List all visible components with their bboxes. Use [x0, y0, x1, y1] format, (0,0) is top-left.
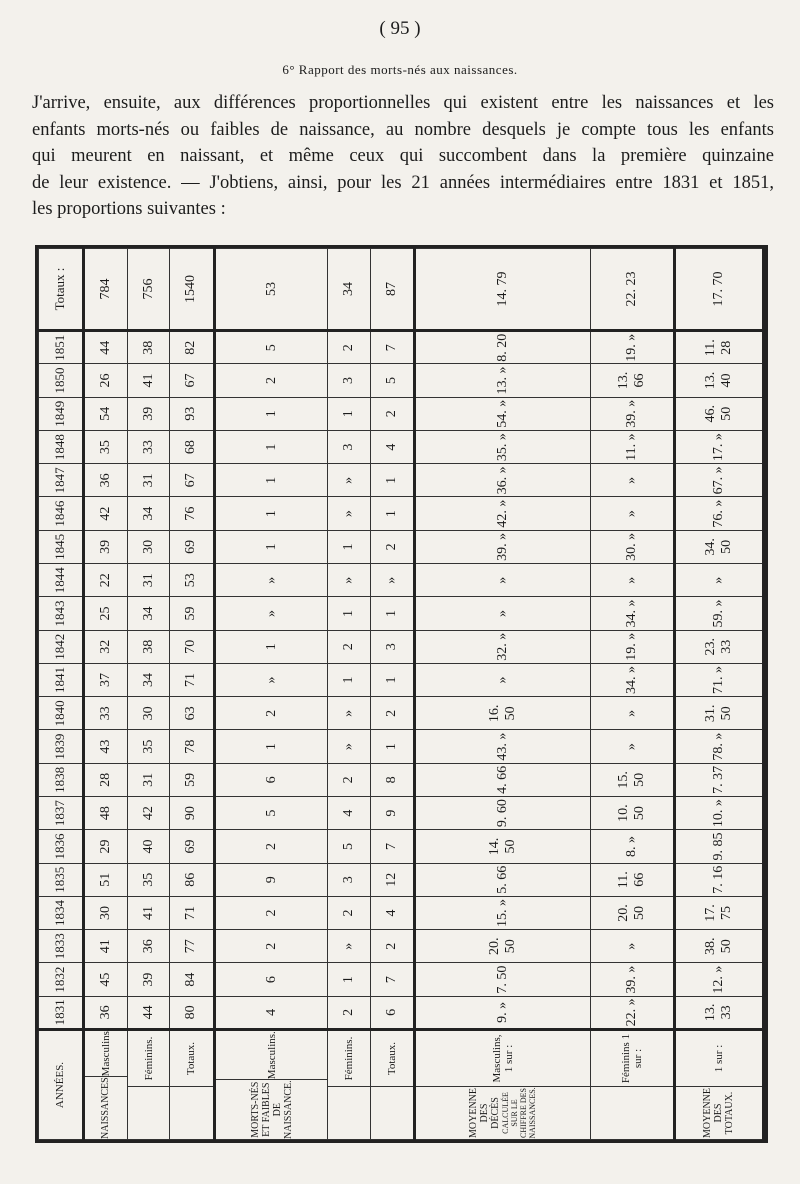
- year-cell: 1831: [39, 996, 84, 1029]
- data-cell: 78. »: [674, 730, 763, 763]
- data-cell: 39: [83, 530, 128, 563]
- column-header: [214, 1030, 328, 1140]
- data-cell: 1: [214, 397, 328, 430]
- data-cell: 93: [170, 397, 215, 430]
- data-cell: »: [328, 564, 370, 597]
- data-cell: 1: [370, 663, 415, 696]
- column-header: [83, 1030, 128, 1140]
- data-cell: 59: [170, 597, 215, 630]
- data-cell: 22. »: [590, 996, 674, 1029]
- sub-header: Masculins, 1 sur :: [490, 1034, 515, 1083]
- data-cell: 2: [370, 397, 415, 430]
- total-cell: 53: [214, 249, 328, 331]
- data-cell: 42: [128, 797, 170, 830]
- year-cell: 1835: [39, 863, 84, 896]
- data-cell: 1: [214, 497, 328, 530]
- data-cell: 42: [83, 497, 128, 530]
- data-cell: 30. »: [590, 530, 674, 563]
- data-cell: 67: [170, 464, 215, 497]
- total-cell: 17. 70: [674, 249, 763, 331]
- group-header-continuation: [591, 1086, 673, 1139]
- data-cell: 12. »: [674, 963, 763, 996]
- data-cell: 12: [370, 863, 415, 896]
- data-cell: 38: [128, 331, 170, 364]
- data-cell: 37: [83, 663, 128, 696]
- total-cell: 87: [370, 249, 415, 331]
- data-cell: 35: [83, 430, 128, 463]
- data-cell: 13. 66: [590, 364, 674, 397]
- data-cell: 11. 66: [590, 863, 674, 896]
- year-cell: 1851: [39, 331, 84, 364]
- year-cell: 1847: [39, 464, 84, 497]
- table-row: [170, 249, 215, 1140]
- data-cell: 71. »: [674, 663, 763, 696]
- data-cell: 26: [83, 364, 128, 397]
- data-cell: 1: [328, 597, 370, 630]
- data-cell: 6: [370, 996, 415, 1029]
- data-cell: 9. 60: [415, 797, 591, 830]
- data-cell: »: [415, 564, 591, 597]
- table-row: [415, 249, 591, 1140]
- year-cell: 1838: [39, 763, 84, 796]
- data-cell: 71: [170, 663, 215, 696]
- total-cell: 22. 23: [590, 249, 674, 331]
- data-cell: 7. 50: [415, 963, 591, 996]
- data-cell: 1: [370, 464, 415, 497]
- year-cell: 1836: [39, 830, 84, 863]
- column-header: [328, 1030, 370, 1140]
- data-cell: 53: [170, 564, 215, 597]
- data-cell: 2: [328, 763, 370, 796]
- group-header-continuation: [328, 1086, 369, 1139]
- sub-header: Féminins.: [343, 1036, 355, 1081]
- data-cell: 41: [83, 930, 128, 963]
- data-cell: 84: [170, 963, 215, 996]
- data-cell: 34: [128, 497, 170, 530]
- data-cell: 5. 66: [415, 863, 591, 896]
- year-cell: 1834: [39, 896, 84, 929]
- data-cell: 1: [214, 630, 328, 663]
- data-cell: 2: [328, 331, 370, 364]
- data-cell: 44: [83, 331, 128, 364]
- data-cell: 7. 37: [674, 763, 763, 796]
- data-cell: 44: [128, 996, 170, 1029]
- data-cell: 23. 33: [674, 630, 763, 663]
- data-cell: 30: [128, 530, 170, 563]
- data-cell: 22: [83, 564, 128, 597]
- data-cell: 69: [170, 830, 215, 863]
- data-cell: 76. »: [674, 497, 763, 530]
- data-cell: 1: [370, 730, 415, 763]
- section-heading: 6° Rapport des morts-nés aux naissances.: [282, 62, 518, 77]
- data-cell: 5: [370, 364, 415, 397]
- data-cell: »: [590, 464, 674, 497]
- data-cell: 13. »: [415, 364, 591, 397]
- data-cell: 3: [370, 630, 415, 663]
- year-cell: 1832: [39, 963, 84, 996]
- data-cell: »: [590, 564, 674, 597]
- data-cell: 31: [128, 464, 170, 497]
- data-cell: »: [415, 663, 591, 696]
- data-cell: 34. »: [590, 663, 674, 696]
- data-cell: »: [328, 930, 370, 963]
- data-cell: 7: [370, 331, 415, 364]
- year-cell: 1840: [39, 697, 84, 730]
- intro-paragraph: [32, 90, 774, 223]
- data-cell: 1: [214, 730, 328, 763]
- data-cell: »: [674, 564, 763, 597]
- data-cell: 6: [214, 763, 328, 796]
- data-cell: 42. »: [415, 497, 591, 530]
- sub-header: Féminins 1 sur :: [619, 1033, 644, 1084]
- data-cell: 39. »: [415, 530, 591, 563]
- data-cell: 35: [128, 863, 170, 896]
- data-cell: 78: [170, 730, 215, 763]
- data-cell: 69: [170, 530, 215, 563]
- data-cell: 9: [370, 797, 415, 830]
- table-row: [128, 249, 170, 1140]
- data-cell: 32. »: [415, 630, 591, 663]
- data-cell: 2: [214, 697, 328, 730]
- table-row: [214, 249, 328, 1140]
- table-row: [39, 249, 84, 1140]
- intro-line: de leur existence. — J'obtiens, ainsi, pour les 21 années intermédiaires entre 1831 et 1851,: [32, 172, 774, 193]
- data-cell: 20. 50: [590, 896, 674, 929]
- data-cell: 13. 40: [674, 364, 763, 397]
- data-cell: 35. »: [415, 430, 591, 463]
- data-cell: 19. »: [590, 630, 674, 663]
- group-header-subtitle: CALCULÉE SUR LE CHIFFRE DES NAISSANCES.: [501, 1087, 538, 1139]
- total-cell: 14. 79: [415, 249, 591, 331]
- data-cell: »: [328, 730, 370, 763]
- data-cell: »: [590, 930, 674, 963]
- data-cell: 9. 85: [674, 830, 763, 863]
- data-cell: 28: [83, 763, 128, 796]
- data-cell: 2: [214, 930, 328, 963]
- table-row: [83, 249, 128, 1140]
- data-cell: 36: [128, 930, 170, 963]
- year-cell: 1850: [39, 364, 84, 397]
- data-cell: 3: [328, 430, 370, 463]
- data-cell: 46. 50: [674, 397, 763, 430]
- data-cell: »: [328, 697, 370, 730]
- data-cell: 6: [214, 963, 328, 996]
- data-cell: 2: [328, 996, 370, 1029]
- data-cell: 54: [83, 397, 128, 430]
- data-cell: 20. 50: [415, 930, 591, 963]
- data-cell: 30: [83, 896, 128, 929]
- data-cell: »: [590, 697, 674, 730]
- year-cell: 1848: [39, 430, 84, 463]
- year-cell: 1839: [39, 730, 84, 763]
- data-cell: 68: [170, 430, 215, 463]
- intro-line: les proportions suivantes :: [32, 199, 226, 219]
- data-cell: 38: [128, 630, 170, 663]
- data-cell: 15. »: [415, 896, 591, 929]
- data-cell: 43. »: [415, 730, 591, 763]
- data-cell: 7: [370, 963, 415, 996]
- data-cell: 16. 50: [415, 697, 591, 730]
- year-cell: 1843: [39, 597, 84, 630]
- data-cell: 39. »: [590, 397, 674, 430]
- intro-line: J'arrive, ensuite, aux différences proportionnelles qui existent entre les naissances et les: [32, 93, 774, 113]
- data-cell: 2: [370, 530, 415, 563]
- data-cell: 2: [328, 630, 370, 663]
- sub-header: Totaux.: [385, 1041, 398, 1076]
- data-cell: 15. 50: [590, 763, 674, 796]
- data-cell: 51: [83, 863, 128, 896]
- table-row: [590, 249, 674, 1140]
- data-cell: 33: [83, 697, 128, 730]
- data-cell: 34. »: [590, 597, 674, 630]
- data-cell: 34. 50: [674, 530, 763, 563]
- data-cell: 2: [214, 830, 328, 863]
- data-cell: 70: [170, 630, 215, 663]
- column-header: [128, 1030, 170, 1140]
- data-cell: 13. 33: [674, 996, 763, 1029]
- data-cell: 77: [170, 930, 215, 963]
- data-cell: 4: [214, 996, 328, 1029]
- data-cell: 2: [328, 896, 370, 929]
- data-cell: »: [415, 597, 591, 630]
- data-cell: 17. »: [674, 430, 763, 463]
- data-cell: 33: [128, 430, 170, 463]
- year-cell: 1837: [39, 797, 84, 830]
- data-cell: 17. 75: [674, 896, 763, 929]
- data-cell: 1: [328, 663, 370, 696]
- sub-header: Masculins.: [265, 1031, 278, 1080]
- data-cell: 2: [214, 896, 328, 929]
- data-cell: »: [370, 564, 415, 597]
- data-cell: »: [590, 730, 674, 763]
- data-cell: 31: [128, 564, 170, 597]
- data-cell: 8. »: [590, 830, 674, 863]
- data-cell: »: [214, 663, 328, 696]
- table-row: [370, 249, 415, 1140]
- data-cell: 39: [128, 963, 170, 996]
- data-cell: 4. 66: [415, 763, 591, 796]
- year-cell: 1849: [39, 397, 84, 430]
- data-cell: 54. »: [415, 397, 591, 430]
- data-cell: 32: [83, 630, 128, 663]
- data-cell: 34: [128, 597, 170, 630]
- data-cell: 1: [328, 530, 370, 563]
- data-cell: »: [328, 497, 370, 530]
- data-cell: 9. »: [415, 996, 591, 1029]
- sub-header: 1 sur :: [712, 1044, 725, 1073]
- data-cell: 7: [370, 830, 415, 863]
- column-header-years: ANNÉES.: [39, 1030, 84, 1140]
- data-cell: 1: [328, 397, 370, 430]
- data-cell: 43: [83, 730, 128, 763]
- data-cell: 4: [328, 797, 370, 830]
- data-cell: 1: [214, 464, 328, 497]
- column-header: [674, 1030, 763, 1140]
- year-cell: 1845: [39, 530, 84, 563]
- data-cell: 67. »: [674, 464, 763, 497]
- data-cell: 2: [370, 697, 415, 730]
- column-header: [170, 1030, 215, 1140]
- year-cell: 1844: [39, 564, 84, 597]
- data-cell: 11. 28: [674, 331, 763, 364]
- column-header: [370, 1030, 415, 1140]
- data-cell: 2: [214, 364, 328, 397]
- data-cell: 29: [83, 830, 128, 863]
- group-header: MORTS-NÉS ET FAIBLES DE NAISSANCE.: [216, 1079, 328, 1139]
- data-cell: 31. 50: [674, 697, 763, 730]
- column-header: [415, 1030, 591, 1140]
- data-cell: »: [214, 564, 328, 597]
- group-header-continuation: [170, 1086, 213, 1139]
- table-row: [328, 249, 370, 1140]
- data-cell: 63: [170, 697, 215, 730]
- data-cell: 40: [128, 830, 170, 863]
- group-header: NAISSANCES: [85, 1076, 128, 1139]
- total-cell: 784: [83, 249, 128, 331]
- data-cell: »: [590, 497, 674, 530]
- data-cell: 48: [83, 797, 128, 830]
- data-cell: 30: [128, 697, 170, 730]
- total-cell: 1540: [170, 249, 215, 331]
- intro-line: enfants morts-nés ou faibles de naissance, au nombre desquels je compte tous les enfants: [32, 119, 774, 140]
- group-header-continuation: [128, 1086, 169, 1139]
- data-cell: 3: [328, 863, 370, 896]
- data-cell: 10. »: [674, 797, 763, 830]
- year-cell: 1841: [39, 663, 84, 696]
- year-cell: 1833: [39, 930, 84, 963]
- sub-header: Féminins.: [142, 1036, 155, 1081]
- data-cell: 36. »: [415, 464, 591, 497]
- data-cell: 11. »: [590, 430, 674, 463]
- data-cell: 80: [170, 996, 215, 1029]
- data-cell: 4: [370, 896, 415, 929]
- data-cell: 76: [170, 497, 215, 530]
- data-cell: 8: [370, 763, 415, 796]
- group-header: [416, 1086, 590, 1139]
- data-cell: 10. 50: [590, 797, 674, 830]
- data-cell: 4: [370, 430, 415, 463]
- group-header-title: MOYENNE DES DÉCÈS: [468, 1088, 502, 1138]
- data-cell: 67: [170, 364, 215, 397]
- data-cell: 39. »: [590, 963, 674, 996]
- data-cell: 2: [370, 930, 415, 963]
- statistics-table: [35, 245, 768, 1143]
- data-cell: 5: [214, 797, 328, 830]
- total-cell: 34: [328, 249, 370, 331]
- total-cell: 756: [128, 249, 170, 331]
- data-cell: 39: [128, 397, 170, 430]
- data-cell: 86: [170, 863, 215, 896]
- data-cell: »: [328, 464, 370, 497]
- data-cell: 5: [214, 331, 328, 364]
- data-cell: 71: [170, 896, 215, 929]
- data-cell: 38. 50: [674, 930, 763, 963]
- data-cell: 14. 50: [415, 830, 591, 863]
- data-cell: 34: [128, 663, 170, 696]
- data-cell: 7. 16: [674, 863, 763, 896]
- data-cell: 25: [83, 597, 128, 630]
- data-cell: 9: [214, 863, 328, 896]
- data-cell: 41: [128, 364, 170, 397]
- data-cell: 36: [83, 464, 128, 497]
- column-header: [590, 1030, 674, 1140]
- data-cell: »: [214, 597, 328, 630]
- data-cell: 1: [328, 963, 370, 996]
- year-cell: 1846: [39, 497, 84, 530]
- data-cell: 3: [328, 364, 370, 397]
- page-number: ( 95 ): [379, 18, 421, 39]
- intro-line: qui meurent en naissant, et même ceux qui succombent dans la première quinzaine: [32, 146, 774, 166]
- data-cell: 1: [370, 497, 415, 530]
- totals-label: Totaux :: [39, 249, 84, 331]
- data-cell: 1: [370, 597, 415, 630]
- data-cell: 1: [214, 430, 328, 463]
- data-cell: 45: [83, 963, 128, 996]
- data-cell: 8. 20: [415, 331, 591, 364]
- data-cell: 82: [170, 331, 215, 364]
- data-cell: 59: [170, 763, 215, 796]
- data-cell: 59. »: [674, 597, 763, 630]
- year-cell: 1842: [39, 630, 84, 663]
- sub-header: Masculins.: [99, 1028, 112, 1077]
- data-cell: 5: [328, 830, 370, 863]
- data-cell: 41: [128, 896, 170, 929]
- table-row: [674, 249, 763, 1140]
- data-cell: 35: [128, 730, 170, 763]
- sub-header: Totaux.: [185, 1041, 198, 1076]
- data-cell: 1: [214, 530, 328, 563]
- data-cell: 36: [83, 996, 128, 1029]
- group-header: MOYENNE DES TOTAUX.: [676, 1086, 762, 1139]
- group-header-continuation: [371, 1086, 414, 1139]
- data-cell: 90: [170, 797, 215, 830]
- data-cell: 31: [128, 763, 170, 796]
- data-cell: 19. »: [590, 331, 674, 364]
